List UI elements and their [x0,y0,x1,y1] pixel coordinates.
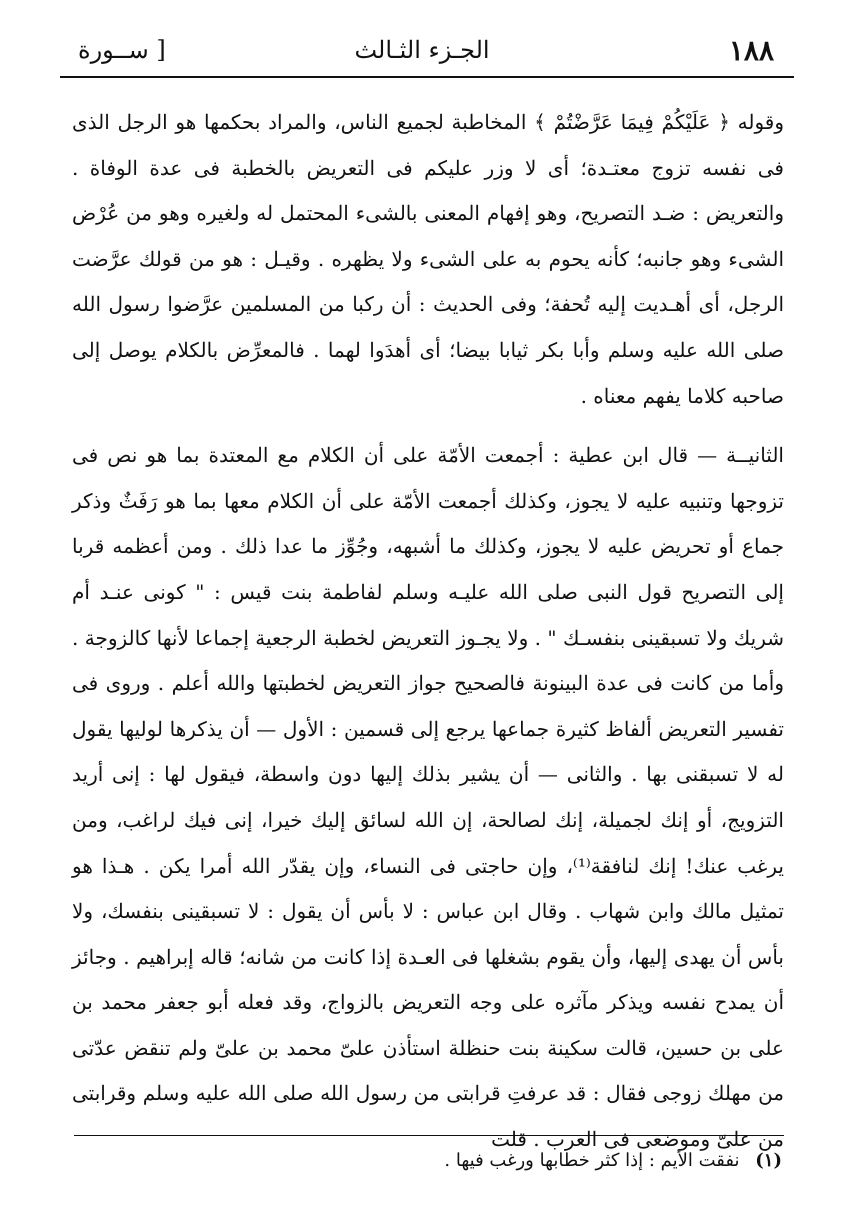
footnote [300,1150,782,1171]
paragraph-first: وقوله ﴿ عَلَيْكُمْ فِيمَا عَرَّضْتُمْ ﴾ المخاطبة لجميع الناس، والمراد بحكمها هو الرجل الذى فى نفسه تزوج معتـدة؛ أى لا وزر عليكم فى التعريض بالخطبة فى عدة الوفاة . والتعريض : ضـد التصريح، وهو إفهام المعنى بالشىء المحتمل له ولغيره وهو من عُرْض الشىء وهو جانبه؛ كأنه يحوم به على الشىء ولا يظهره . وقيـل : هو من قولك عرَّضت الرجل، أى أهـديت إليه تُحفة؛ وفى الحديث : أن ركبا من المسلمين عرَّضوا رسول الله صلى الله عليه وسلم وأبا بكر ثيابا بيضا؛ أى أهدَوا لهما . فالمعرِّض بالكلام يوصل إلى صاحبه كلاما يفهم معناه . [72,110,785,408]
surah-label: [ ســورة [78,36,166,64]
page-number: ١٨٨ [728,34,774,67]
footnote-text: نفقت الأيم : إذا كثر خطابها ورغب فيها . [444,1150,740,1171]
paragraph-second: الثانيــة — قال ابن عطية : أجمعت الأمّة على أن الكلام مع المعتدة بما هو نص فى تزوجها وتنبيه عليه لا يجوز، وكذلك أجمعت الأمّة على أن الكلام معها بما هو رَفَثٌ وذكر جماع أو تحريض عليه لا يجوز، وكذلك ما أشبهه، وجُوِّز ما عدا ذلك . ومن أعظمه قربا إلى التصريح قول النبى صلى الله عليـه وسلم لفاطمة بنت قيس : " كونى عنـد أم شريك ولا تسبقينى بنفسـك " . ولا يجـوز التعريض لخطبة الرجعية إجماعا لأنها كالزوجة . وأما من كانت فى عدة البينونة فالصحيح جواز التعريض لخطبتها والله أعلم . وروى فى تفسير التعريض ألفاظ كثيرة جماعها يرجع إلى قسمين : الأول — أن يذكرها لوليها يقول له لا تسبقنى بها . والثانى — أن يشير بذلك إليها دون واسطة، فيقول لها : إنى أريد التزويج، أو إنك لجميلة، إنك لصالحة، إن الله لسائق إليك خيرا، إنى فيك لراغب، ومن يرغب عنك! إنك لنافقة⁽¹⁾، وإن حاجتى فى النساء، وإن يقدّر الله أمرا يكن . هـذا هو تمثيل مالك وابن شهاب . وقال ابن عباس : لا بأس أن يقول : لا تسبقينى بنفسك، ولا بأس أن يهدى إليها، وأن يقوم بشغلها فى العـدة إذا كانت من شانه؛ قاله إبراهيم . وجائز أن يمدح نفسه ويذكر مآثره على وجه التعريض بالزواج، وقد فعله أبو جعفر محمد بن على بن حسين، قالت سكينة بنت حنظلة استأذن علىّ محمد بن علىّ ولم تنقض عدّتى من مهلك زوجى فقال : قد عرفتِ قرابتى من رسول الله صلى الله عليه وسلم وقرابتى من علىّ وموضعى فى العرب . قلت [72,443,784,1152]
page-header [60,30,784,76]
running-title: الجـزء الثـالث [354,36,490,64]
main-text [72,100,784,1163]
header-divider [60,76,794,78]
footnote-divider [74,1135,784,1136]
footnote-marker: (١) [755,1150,782,1171]
